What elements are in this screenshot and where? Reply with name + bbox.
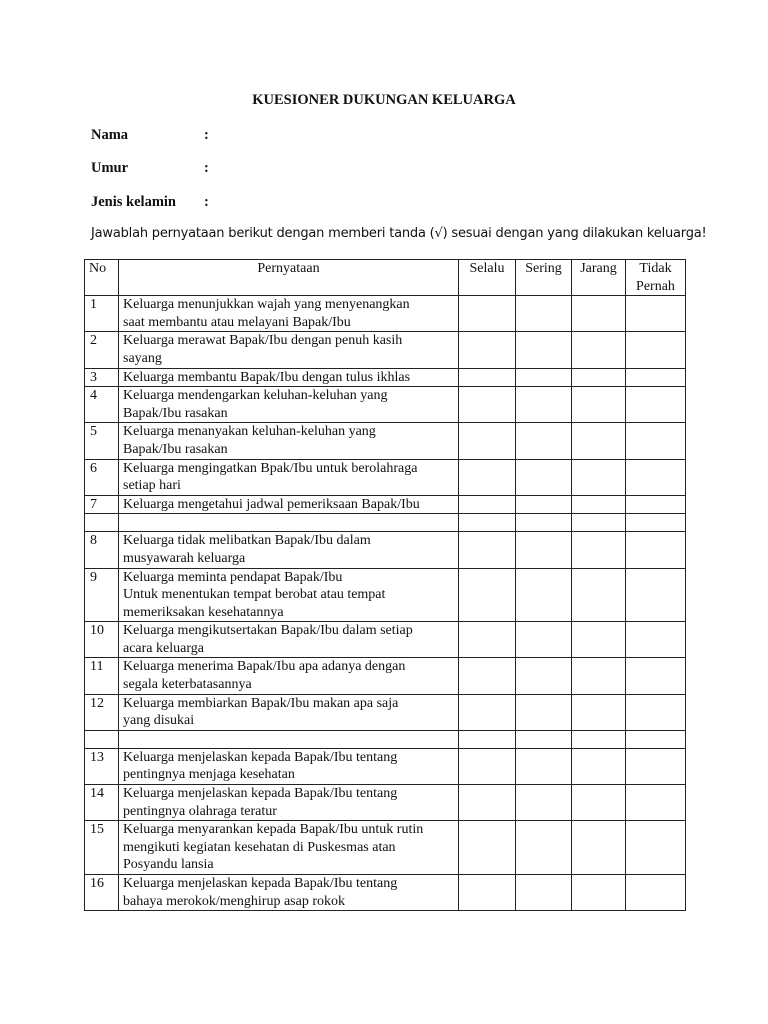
row-number: 10 [85,622,119,658]
answer-cell-jarang[interactable] [572,332,626,368]
answer-cell-sering[interactable] [516,785,572,821]
statement-line: Keluarga menjelaskan kepada Bapak/Ibu tentang [123,786,398,802]
row-statement [119,368,459,387]
statement-line: Bapak/Ibu rasakan [123,405,228,421]
statement-line: Keluarga membantu Bapak/Ibu dengan tulus ikhlas [123,369,411,385]
table-row [85,296,686,332]
row-statement [119,514,459,532]
row-number: 7 [85,495,119,514]
row-statement [119,532,459,568]
header-tidak-pernah-line: Tidak [639,261,672,276]
row-number [85,730,119,748]
answer-cell-sering[interactable] [516,694,572,730]
statement-line: yang disukai [123,713,195,729]
answer-cell-jarang[interactable] [572,532,626,568]
answer-cell-tidak-pernah[interactable] [626,495,686,514]
row-statement [119,730,459,748]
answer-cell-tidak-pernah[interactable] [626,658,686,694]
answer-cell-jarang[interactable] [572,821,626,875]
answer-cell-selalu[interactable] [459,423,516,459]
answer-cell-selalu [459,730,516,748]
answer-cell-tidak-pernah[interactable] [626,332,686,368]
row-statement [119,332,459,368]
row-number: 1 [85,296,119,332]
row-number: 6 [85,459,119,495]
page-title: KUESIONER DUKUNGAN KELUARGA [252,92,516,108]
row-statement [119,694,459,730]
row-statement [119,459,459,495]
row-number: 15 [85,821,119,875]
answer-cell-tidak-pernah[interactable] [626,821,686,875]
answer-cell-jarang[interactable] [572,368,626,387]
answer-cell-jarang[interactable] [572,296,626,332]
answer-cell-jarang [572,730,626,748]
row-statement [119,748,459,784]
row-statement [119,423,459,459]
answer-cell-selalu[interactable] [459,495,516,514]
row-number: 8 [85,532,119,568]
answer-cell-selalu[interactable] [459,694,516,730]
answer-cell-jarang[interactable] [572,387,626,423]
answer-cell-jarang[interactable] [572,568,626,622]
header-statement: Pernyataan [119,260,459,296]
row-statement [119,658,459,694]
header-tidak-pernah-line: Pernah [636,278,675,294]
statement-line: Keluarga menyarankan kepada Bapak/Ibu untuk rutin [123,822,424,838]
table-row [85,694,686,730]
answer-cell-selalu[interactable] [459,568,516,622]
statement-line: Keluarga menunjukkan wajah yang menyenangkan [123,297,410,313]
answer-cell-sering[interactable] [516,495,572,514]
answer-cell-jarang[interactable] [572,459,626,495]
statement-line: segala keterbatasannya [123,677,252,693]
table-row [85,459,686,495]
statement-line: memeriksakan kesehatannya [123,604,284,620]
answer-cell-tidak-pernah[interactable] [626,875,686,911]
table-row [85,332,686,368]
row-statement [119,387,459,423]
header-tidak-pernah [626,260,686,296]
table-row [85,532,686,568]
statement-line: Posyandu lansia [123,857,214,873]
answer-cell-jarang[interactable] [572,495,626,514]
answer-cell-selalu[interactable] [459,387,516,423]
answer-cell-selalu [459,514,516,532]
answer-cell-selalu[interactable] [459,658,516,694]
statement-line: Keluarga tidak melibatkan Bapak/Ibu dalam [123,533,371,549]
answer-cell-selalu[interactable] [459,622,516,658]
answer-cell-sering[interactable] [516,387,572,423]
field-colon: : [204,160,209,176]
row-statement [119,568,459,622]
row-number [85,514,119,532]
answer-cell-tidak-pernah[interactable] [626,368,686,387]
statement-line: Bapak/Ibu rasakan [123,441,228,457]
statement-line: Keluarga mengingatkan Bpak/Ibu untuk berolahraga [123,460,418,476]
table-row [85,730,686,748]
row-statement [119,821,459,875]
answer-cell-jarang[interactable] [572,423,626,459]
answer-cell-jarang[interactable] [572,658,626,694]
answer-cell-selalu[interactable] [459,785,516,821]
field-jenis-kelamin [91,194,209,211]
answer-cell-selalu[interactable] [459,368,516,387]
answer-cell-sering[interactable] [516,459,572,495]
answer-cell-sering[interactable] [516,748,572,784]
statement-line: musyawarah keluarga [123,550,246,566]
answer-cell-sering [516,730,572,748]
answer-cell-tidak-pernah[interactable] [626,748,686,784]
header-selalu: Selalu [459,260,516,296]
row-number: 13 [85,748,119,784]
answer-cell-sering[interactable] [516,368,572,387]
answer-cell-tidak-pernah[interactable] [626,568,686,622]
field-umur [91,160,209,177]
answer-cell-sering[interactable] [516,622,572,658]
field-label: Nama [91,127,129,143]
answer-cell-sering[interactable] [516,423,572,459]
row-number: 9 [85,568,119,622]
header-sering: Sering [516,260,572,296]
questionnaire-table [84,259,686,911]
statement-line: pentingnya olahraga teratur [123,803,277,819]
row-number: 14 [85,785,119,821]
table-row [85,622,686,658]
table-row [85,568,686,622]
answer-cell-sering[interactable] [516,875,572,911]
answer-cell-tidak-pernah[interactable] [626,532,686,568]
row-statement [119,785,459,821]
statement-line: Keluarga menjelaskan kepada Bapak/Ibu tentang [123,749,398,765]
table-row [85,658,686,694]
answer-cell-tidak-pernah [626,514,686,532]
statement-line: Keluarga merawat Bapak/Ibu dengan penuh kasih [123,333,403,349]
row-number: 3 [85,368,119,387]
statement-line: Untuk menentukan tempat berobat atau tempat [123,587,386,603]
statement-line: Keluarga mengikutsertakan Bapak/Ibu dalam setiap [123,623,413,639]
row-number: 12 [85,694,119,730]
answer-cell-sering[interactable] [516,568,572,622]
statement-line: bahaya merokok/menghirup asap rokok [123,893,345,909]
table-row [85,821,686,875]
statement-line: Keluarga menerima Bapak/Ibu apa adanya dengan [123,659,406,675]
instruction-text: Jawablah pernyataan berikut dengan memberi tanda (√) sesuai dengan yang dilakukan keluarga! [91,226,707,241]
answer-cell-tidak-pernah[interactable] [626,694,686,730]
statement-line: Keluarga mengetahui jadwal pemeriksaan Bapak/Ibu [123,496,420,512]
table-row [85,368,686,387]
statement-line: saat membantu atau melayani Bapak/Ibu [123,314,351,330]
answer-cell-selalu[interactable] [459,821,516,875]
statement-line: pentingnya menjaga kesehatan [123,767,295,783]
header-jarang: Jarang [572,260,626,296]
answer-cell-tidak-pernah[interactable] [626,459,686,495]
field-colon: : [204,194,209,210]
row-number: 5 [85,423,119,459]
row-number: 16 [85,875,119,911]
answer-cell-jarang[interactable] [572,875,626,911]
row-statement [119,622,459,658]
table-row [85,875,686,911]
answer-cell-jarang [572,514,626,532]
answer-cell-jarang[interactable] [572,622,626,658]
table-row [85,748,686,784]
answer-cell-selalu[interactable] [459,459,516,495]
answer-cell-tidak-pernah[interactable] [626,296,686,332]
row-statement [119,875,459,911]
row-number: 4 [85,387,119,423]
answer-cell-tidak-pernah[interactable] [626,423,686,459]
statement-line: Keluarga mendengarkan keluhan-keluhan yang [123,388,388,404]
answer-cell-sering[interactable] [516,296,572,332]
field-colon: : [204,127,209,143]
answer-cell-sering[interactable] [516,658,572,694]
answer-cell-sering[interactable] [516,532,572,568]
statement-line: Keluarga menjelaskan kepada Bapak/Ibu tentang [123,876,398,891]
answer-cell-selalu[interactable] [459,532,516,568]
row-statement [119,495,459,514]
field-label: Jenis kelamin [91,194,176,210]
table-header-row [85,260,686,296]
answer-cell-selalu[interactable] [459,332,516,368]
answer-cell-tidak-pernah[interactable] [626,622,686,658]
statement-line: acara keluarga [123,640,204,656]
answer-cell-jarang[interactable] [572,694,626,730]
table-row [85,423,686,459]
answer-cell-tidak-pernah [626,730,686,748]
field-nama [91,127,209,144]
answer-cell-selalu[interactable] [459,875,516,911]
table-row [85,785,686,821]
answer-cell-tidak-pernah[interactable] [626,387,686,423]
statement-line: setiap hari [123,478,181,494]
statement-line: sayang [123,350,162,366]
answer-cell-sering[interactable] [516,332,572,368]
field-label: Umur [91,160,129,176]
answer-cell-sering [516,514,572,532]
answer-cell-jarang[interactable] [572,785,626,821]
statement-line: Keluarga membiarkan Bapak/Ibu makan apa saja [123,695,399,711]
table-row [85,495,686,514]
answer-cell-selalu[interactable] [459,748,516,784]
statement-line: Keluarga menanyakan keluhan-keluhan yang [123,424,376,440]
statement-line: mengikuti kegiatan kesehatan di Puskesmas atan [123,839,396,855]
answer-cell-selalu[interactable] [459,296,516,332]
header-no: No [85,260,119,296]
answer-cell-sering[interactable] [516,821,572,875]
row-number: 2 [85,332,119,368]
answer-cell-jarang[interactable] [572,748,626,784]
answer-cell-tidak-pernah[interactable] [626,785,686,821]
statement-line: Keluarga meminta pendapat Bapak/Ibu [123,569,343,585]
row-statement [119,296,459,332]
table-row [85,514,686,532]
table-row [85,387,686,423]
row-number: 11 [85,658,119,694]
